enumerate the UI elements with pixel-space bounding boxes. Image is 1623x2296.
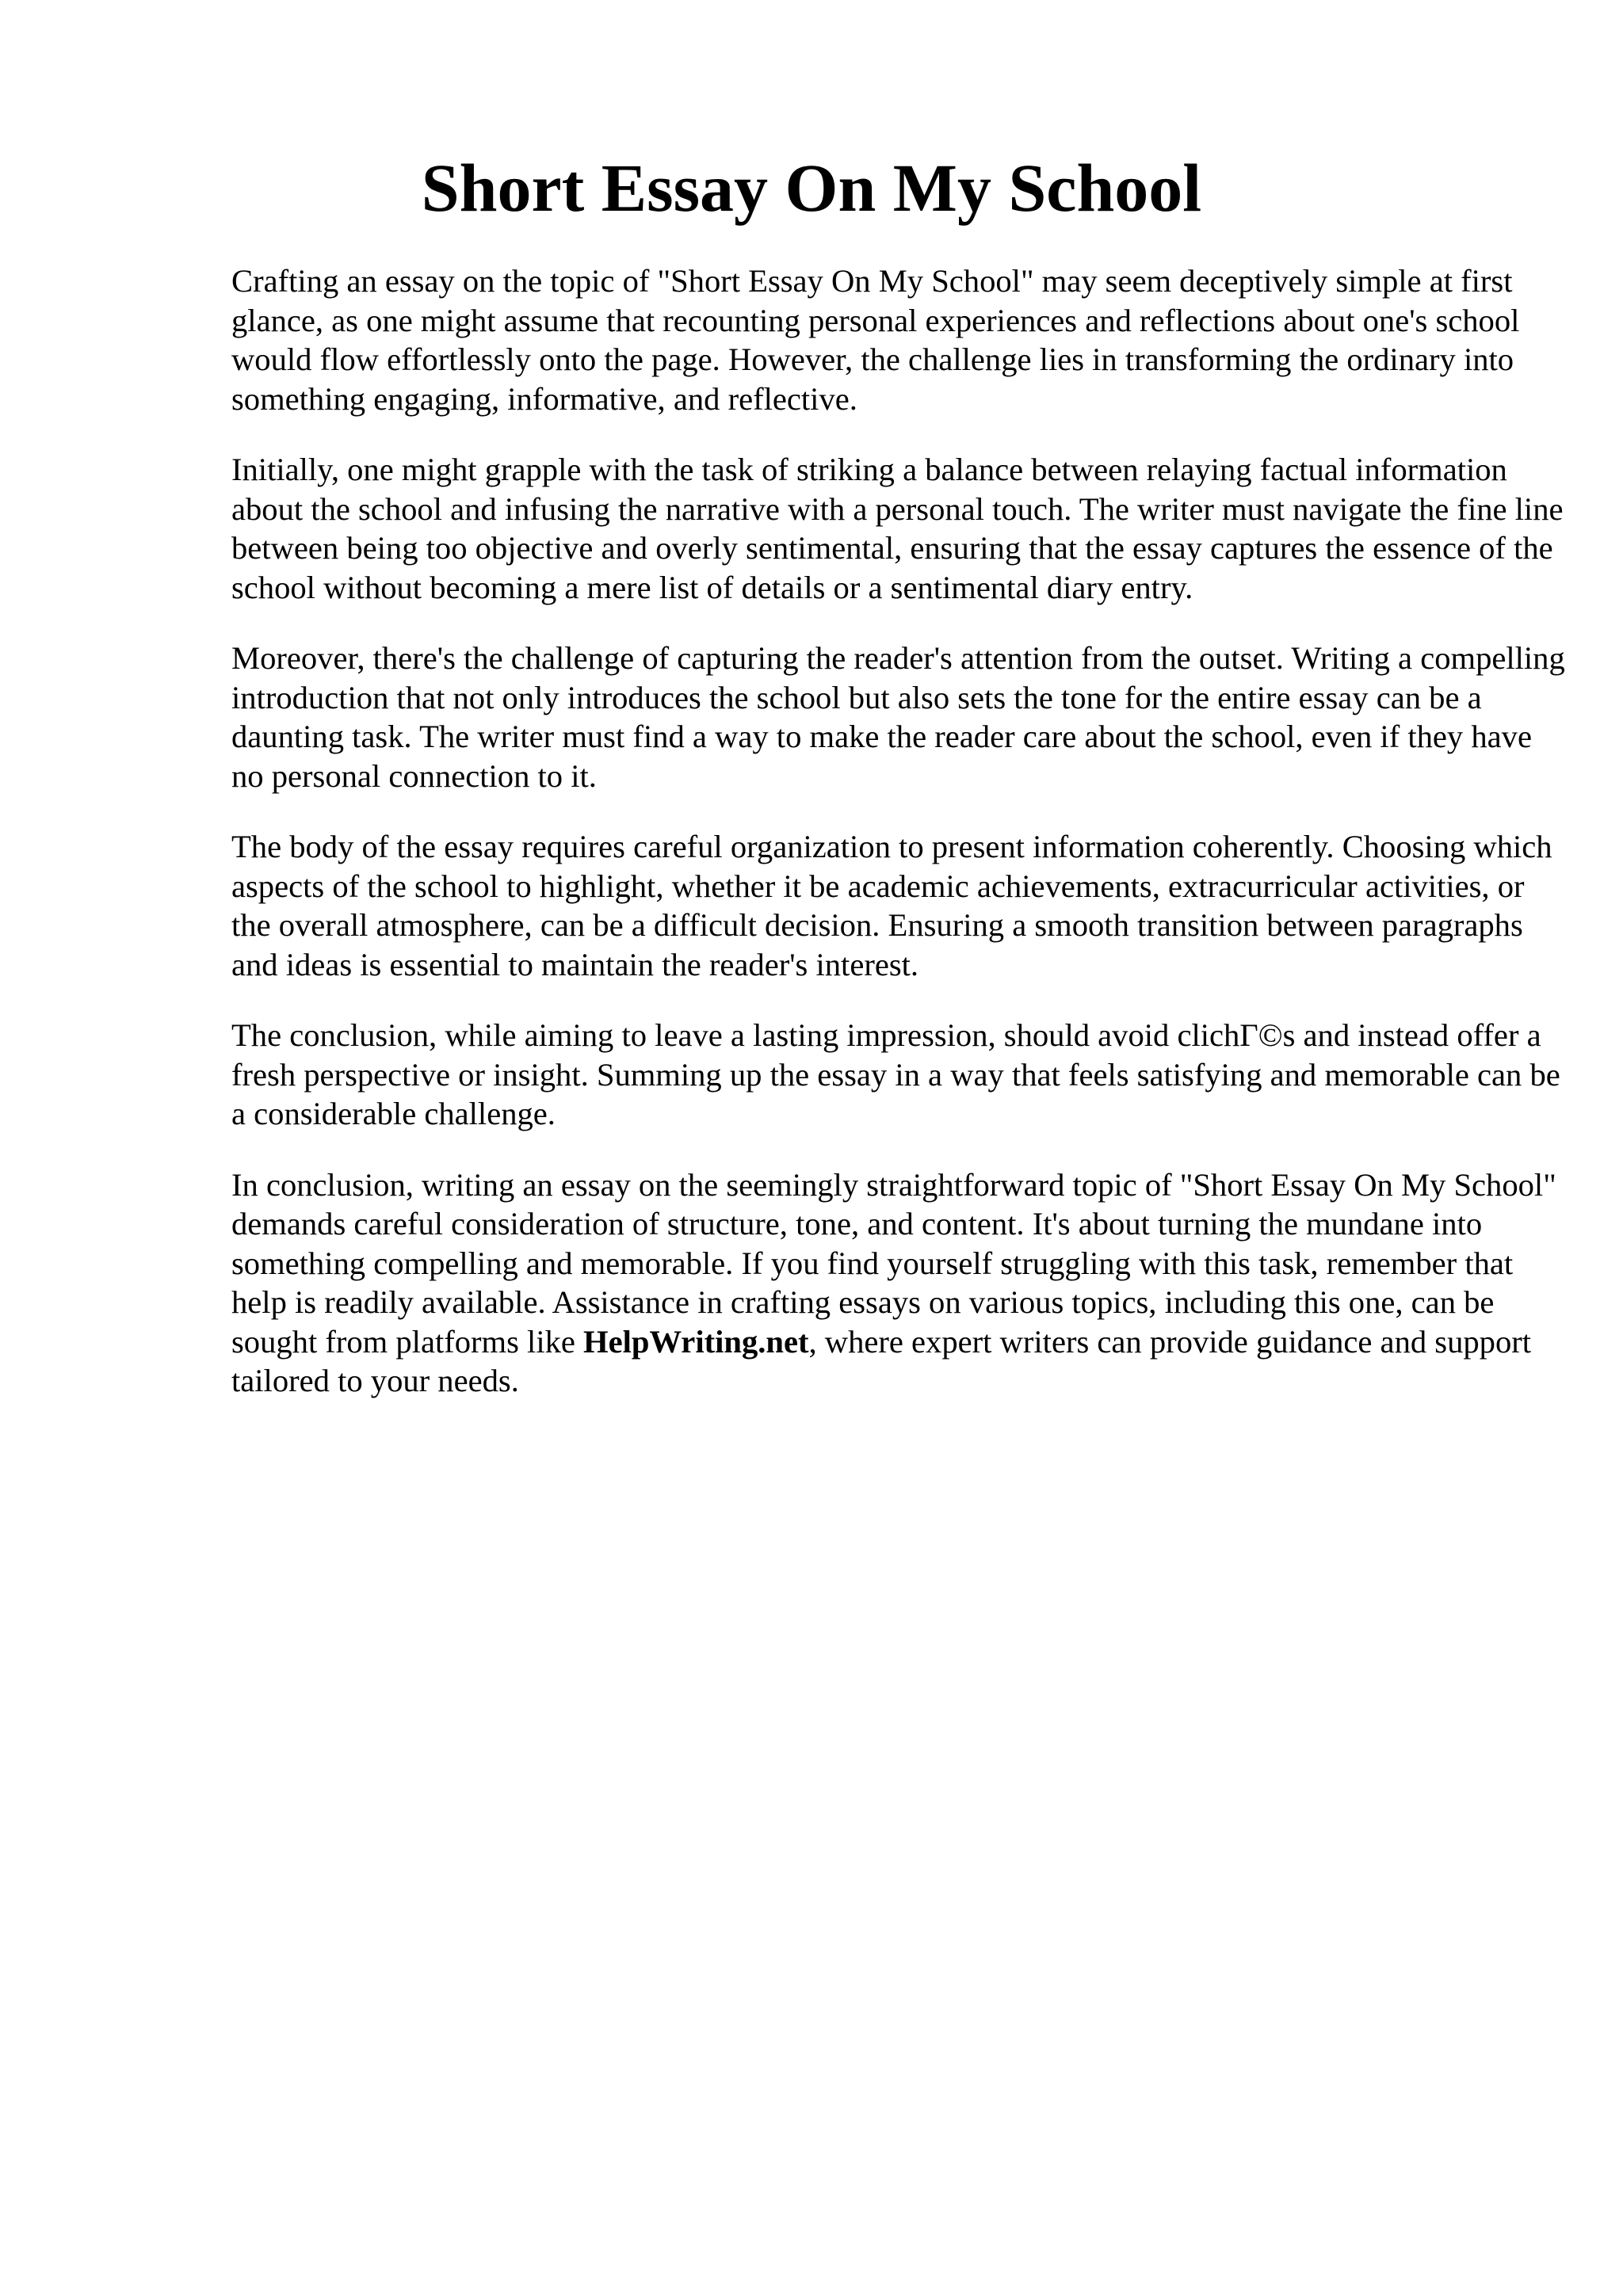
paragraph-4: The body of the essay requires careful organization to present information coherently. Choosing which aspects of the school to highlight, whether it be academic achievements, extracurricular activities, or the overall atmosphere, can be a difficult decision. Ensuring a smooth transition between paragraphs and ideas is essential to maintain the reader's interest. (231, 829, 1552, 982)
document-title: Short Essay On My School (421, 150, 1202, 226)
paragraph-6 (231, 1165, 1571, 1401)
document-body (231, 261, 1571, 1432)
helpwriting-link[interactable]: HelpWriting.net (583, 1323, 809, 1360)
paragraph-5: The conclusion, while aiming to leave a lasting impression, should avoid clichΓ©s and instead offer a fresh perspective or insight. Summing up the essay in a way that feels satisfying and memorable can be a considerable challenge. (231, 1017, 1560, 1131)
paragraph-1: Crafting an essay on the topic of "Short Essay On My School" may seem deceptively simple at first glance, as one might assume that recounting personal experiences and reflections about one's school would flow effortlessly onto the page. However, the challenge lies in transforming the ordinary into something engaging, informative, and reflective. (231, 263, 1520, 417)
paragraph-3: Moreover, there's the challenge of capturing the reader's attention from the outset. Writing a compelling introduction that not only introduces the school but also sets the tone for the entire essay can be a daunting task. The writer must find a way to make the reader care about the school, even if they have no personal connection to it. (231, 640, 1565, 794)
paragraph-6-text-after-link: , where expert writers can provide guidance and support tailored to your needs. (231, 1323, 1532, 1398)
paragraph-6-text-before-link: In conclusion, writing an essay on the seemingly straightforward topic of "Short Essay On My School" demands careful consideration of structure, tone, and content. It's about turning the mundane into something compelling and memorable. If you find yourself struggling with this task, remember that help is readily available. Assistance in crafting essays on various topics, including this one, can be sought from platforms like (231, 1166, 1556, 1360)
paragraph-2: Initially, one might grapple with the task of striking a balance between relaying factual information about the school and infusing the narrative with a personal touch. The writer must navigate the fine line between being too objective and overly sentimental, ensuring that the essay captures the essence of the school without becoming a mere list of details or a sentimental diary entry. (231, 452, 1564, 605)
